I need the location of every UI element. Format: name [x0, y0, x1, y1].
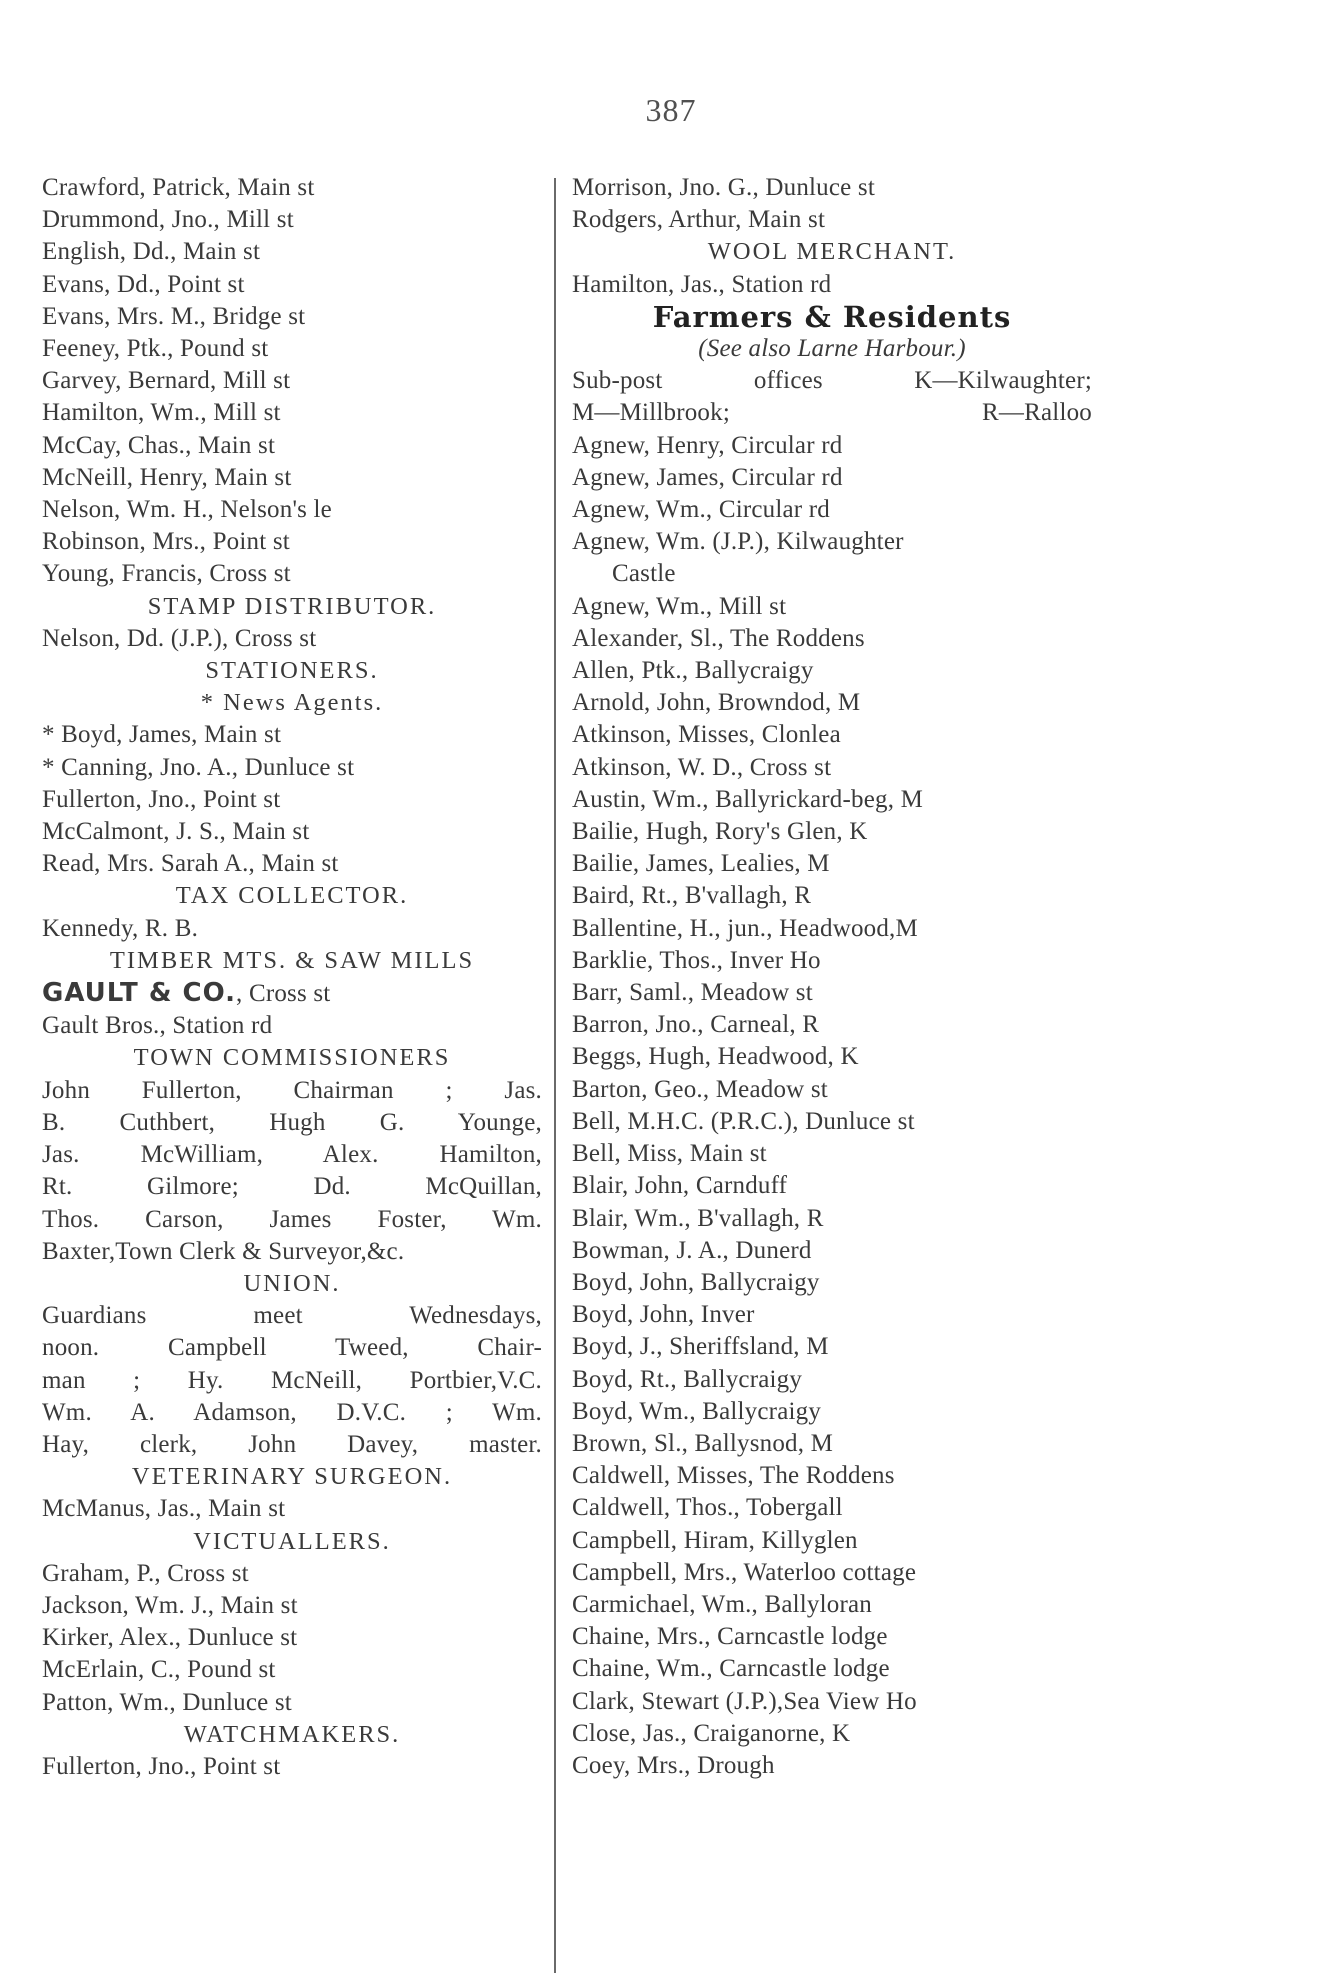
paragraph-line: Hay, clerk, John Davey, master. [42, 1430, 542, 1458]
directory-entry: McCay, Chas., Main st [42, 431, 276, 459]
directory-entry: Graham, P., Cross st [42, 1559, 249, 1587]
directory-entry: Kirker, Alex., Dunluce st [42, 1624, 298, 1652]
paragraph [42, 1075, 542, 1236]
section-heading: STAMP DISTRIBUTOR. [147, 592, 437, 620]
directory-entry: Austin, Wm., Ballyrickard-beg, M [572, 785, 924, 813]
directory-entry: Alexander, Sl., The Roddens [572, 624, 865, 652]
directory-entry: Drummond, Jno., Mill st [42, 206, 294, 234]
directory-entry: Gault Bros., Station rd [42, 1012, 273, 1040]
directory-entry: Boyd, Wm., Ballycraigy [572, 1397, 822, 1425]
directory-entry: Carmichael, Wm., Ballyloran [572, 1590, 872, 1618]
directory-entry: Chaine, Mrs., Carncastle lodge [572, 1623, 888, 1651]
section-heading: TOWN COMMISSIONERS [133, 1044, 451, 1072]
directory-entry: Feeney, Ptk., Pound st [42, 335, 269, 363]
directory-entry: Hamilton, Jas., Station rd [572, 270, 832, 298]
directory-entry: Campbell, Mrs., Waterloo cottage [572, 1558, 917, 1586]
directory-entry: Bowman, J. A., Dunerd [572, 1236, 812, 1264]
section-heading: VETERINARY SURGEON. [131, 1463, 453, 1491]
directory-entry: Jackson, Wm. J., Main st [42, 1591, 298, 1619]
section-heading: UNION. [243, 1269, 341, 1297]
paragraph-line: M—Millbrook; R—Ralloo [572, 399, 1092, 427]
left-column [42, 172, 542, 1783]
directory-entry: Blair, John, Carnduff [572, 1172, 788, 1200]
directory-entry: Bell, Miss, Main st [572, 1140, 767, 1168]
directory-entry: Caldwell, Misses, The Roddens [572, 1462, 895, 1490]
directory-entry: Agnew, Wm., Mill st [572, 592, 787, 620]
directory-entry: Baxter,Town Clerk & Surveyor,&c. [42, 1237, 405, 1265]
directory-entry: Campbell, Hiram, Killyglen [572, 1526, 858, 1554]
directory-entry: Fullerton, Jno., Point st [42, 785, 281, 813]
paragraph-line: Sub-post offices K—Kilwaughter; [572, 367, 1092, 395]
directory-entry: Clark, Stewart (J.P.),Sea View Ho [572, 1687, 917, 1715]
section-heading: TAX COLLECTOR. [175, 882, 409, 910]
directory-entry: * Boyd, James, Main st [42, 721, 282, 749]
directory-entry: * Canning, Jno. A., Dunluce st [42, 753, 355, 781]
directory-entry: Rodgers, Arthur, Main st [572, 206, 826, 234]
directory-entry: Bailie, James, Lealies, M [572, 850, 830, 878]
directory-entry [42, 977, 542, 1010]
directory-entry: Barton, Geo., Meadow st [572, 1075, 828, 1103]
section-heading: WATCHMAKERS. [183, 1720, 401, 1748]
directory-entry: Barron, Jno., Carneal, R [572, 1011, 820, 1039]
directory-entry: McCalmont, J. S., Main st [42, 818, 310, 846]
paragraph-line: Rt. Gilmore; Dd. McQuillan, [42, 1173, 542, 1201]
directory-entry: Caldwell, Thos., Tobergall [572, 1494, 843, 1522]
paragraph-line: John Fullerton, Chairman ; Jas. [42, 1076, 542, 1104]
firm-name: GAULT & CO. [42, 978, 237, 1009]
directory-entry: Robinson, Mrs., Point st [42, 528, 290, 556]
section-heading: STATIONERS. [205, 657, 379, 685]
directory-entry: Blair, Wm., B'vallagh, R [572, 1204, 824, 1232]
directory-entry: Nelson, Wm. H., Nelson's le [42, 496, 332, 524]
directory-entry: Boyd, Rt., Ballycraigy [572, 1365, 803, 1393]
directory-entry: Patton, Wm., Dunluce st [42, 1688, 292, 1716]
directory-entry: Garvey, Bernard, Mill st [42, 367, 291, 395]
directory-entry: Chaine, Wm., Carncastle lodge [572, 1655, 890, 1683]
directory-entry: Allen, Ptk., Ballycraigy [572, 657, 814, 685]
directory-entry: Close, Jas., Craiganorne, K [572, 1719, 851, 1747]
directory-entry: Coey, Mrs., Drough [572, 1751, 775, 1779]
directory-entry: Agnew, Wm. (J.P.), Kilwaughter [572, 528, 904, 556]
section-heading: WOOL MERCHANT. [707, 238, 957, 266]
directory-entry: Evans, Mrs. M., Bridge st [42, 302, 306, 330]
paragraph-line: Thos. Carson, James Foster, Wm. [42, 1205, 542, 1233]
firm-address: , Cross st [236, 980, 331, 1008]
section-heading: TIMBER MTS. & SAW MILLS [109, 946, 475, 974]
directory-entry: Boyd, John, Ballycraigy [572, 1268, 820, 1296]
directory-entry: McNeill, Henry, Main st [42, 463, 292, 491]
directory-entry: Baird, Rt., B'vallagh, R [572, 882, 812, 910]
directory-entry: English, Dd., Main st [42, 238, 261, 266]
directory-entry: Atkinson, W. D., Cross st [572, 753, 832, 781]
directory-entry: Morrison, Jno. G., Dunluce st [572, 174, 876, 201]
directory-entry: Beggs, Hugh, Headwood, K [572, 1043, 859, 1071]
directory-entry: Agnew, James, Circular rd [572, 463, 843, 491]
right-column [572, 172, 1092, 1782]
directory-entry: Barklie, Thos., Inver Ho [572, 946, 821, 974]
directory-entry: Young, Francis, Cross st [42, 560, 291, 588]
page-number: 387 [645, 92, 697, 128]
section-heading: * News Agents. [200, 689, 384, 717]
directory-entry: Bell, M.H.C. (P.R.C.), Dunluce st [572, 1107, 915, 1135]
paragraph-line: man ; Hy. McNeill, Portbier,V.C. [42, 1366, 542, 1394]
directory-entry: Hamilton, Wm., Mill st [42, 399, 281, 427]
directory-entry: Fullerton, Jno., Point st [42, 1752, 281, 1780]
directory-entry-continuation: Castle [612, 560, 676, 588]
directory-entry: Nelson, Dd. (J.P.), Cross st [42, 624, 317, 652]
cross-reference-note: (See also Larne Harbour.) [698, 335, 966, 363]
directory-entry: Arnold, John, Browndod, M [572, 689, 861, 717]
directory-entry: McManus, Jas., Main st [42, 1495, 286, 1523]
directory-entry: Agnew, Wm., Circular rd [572, 496, 831, 524]
section-heading: VICTUALLERS. [193, 1527, 391, 1555]
directory-entry: Barr, Saml., Meadow st [572, 979, 813, 1007]
paragraph-line: B. Cuthbert, Hugh G. Younge, [42, 1108, 542, 1136]
paragraph [572, 365, 1092, 429]
paragraph-line: Wm. A. Adamson, D.V.C. ; Wm. [42, 1398, 542, 1426]
directory-entry: Agnew, Henry, Circular rd [572, 431, 843, 459]
directory-entry: Evans, Dd., Point st [42, 270, 245, 298]
paragraph-line: Jas. McWilliam, Alex. Hamilton, [42, 1141, 542, 1169]
directory-entry: Ballentine, H., jun., Headwood,M [572, 914, 918, 942]
section-title: Farmers & Residents [652, 299, 1012, 334]
directory-entry: Atkinson, Misses, Clonlea [572, 721, 841, 749]
directory-entry: Kennedy, R. B. [42, 914, 199, 942]
directory-entry: Boyd, John, Inver [572, 1301, 755, 1329]
directory-entry: Read, Mrs. Sarah A., Main st [42, 850, 339, 878]
directory-entry: Brown, Sl., Ballysnod, M [572, 1429, 834, 1457]
directory-entry: Crawford, Patrick, Main st [42, 174, 315, 201]
directory-entry: Bailie, Hugh, Rory's Glen, K [572, 818, 868, 846]
directory-entry: McErlain, C., Pound st [42, 1656, 276, 1684]
paragraph-line: noon. Campbell Tweed, Chair- [42, 1334, 542, 1362]
directory-entry: Boyd, J., Sheriffsland, M [572, 1333, 829, 1361]
paragraph [42, 1300, 542, 1461]
paragraph-line: Guardians meet Wednesdays, [42, 1302, 542, 1330]
column-divider [554, 178, 556, 1973]
